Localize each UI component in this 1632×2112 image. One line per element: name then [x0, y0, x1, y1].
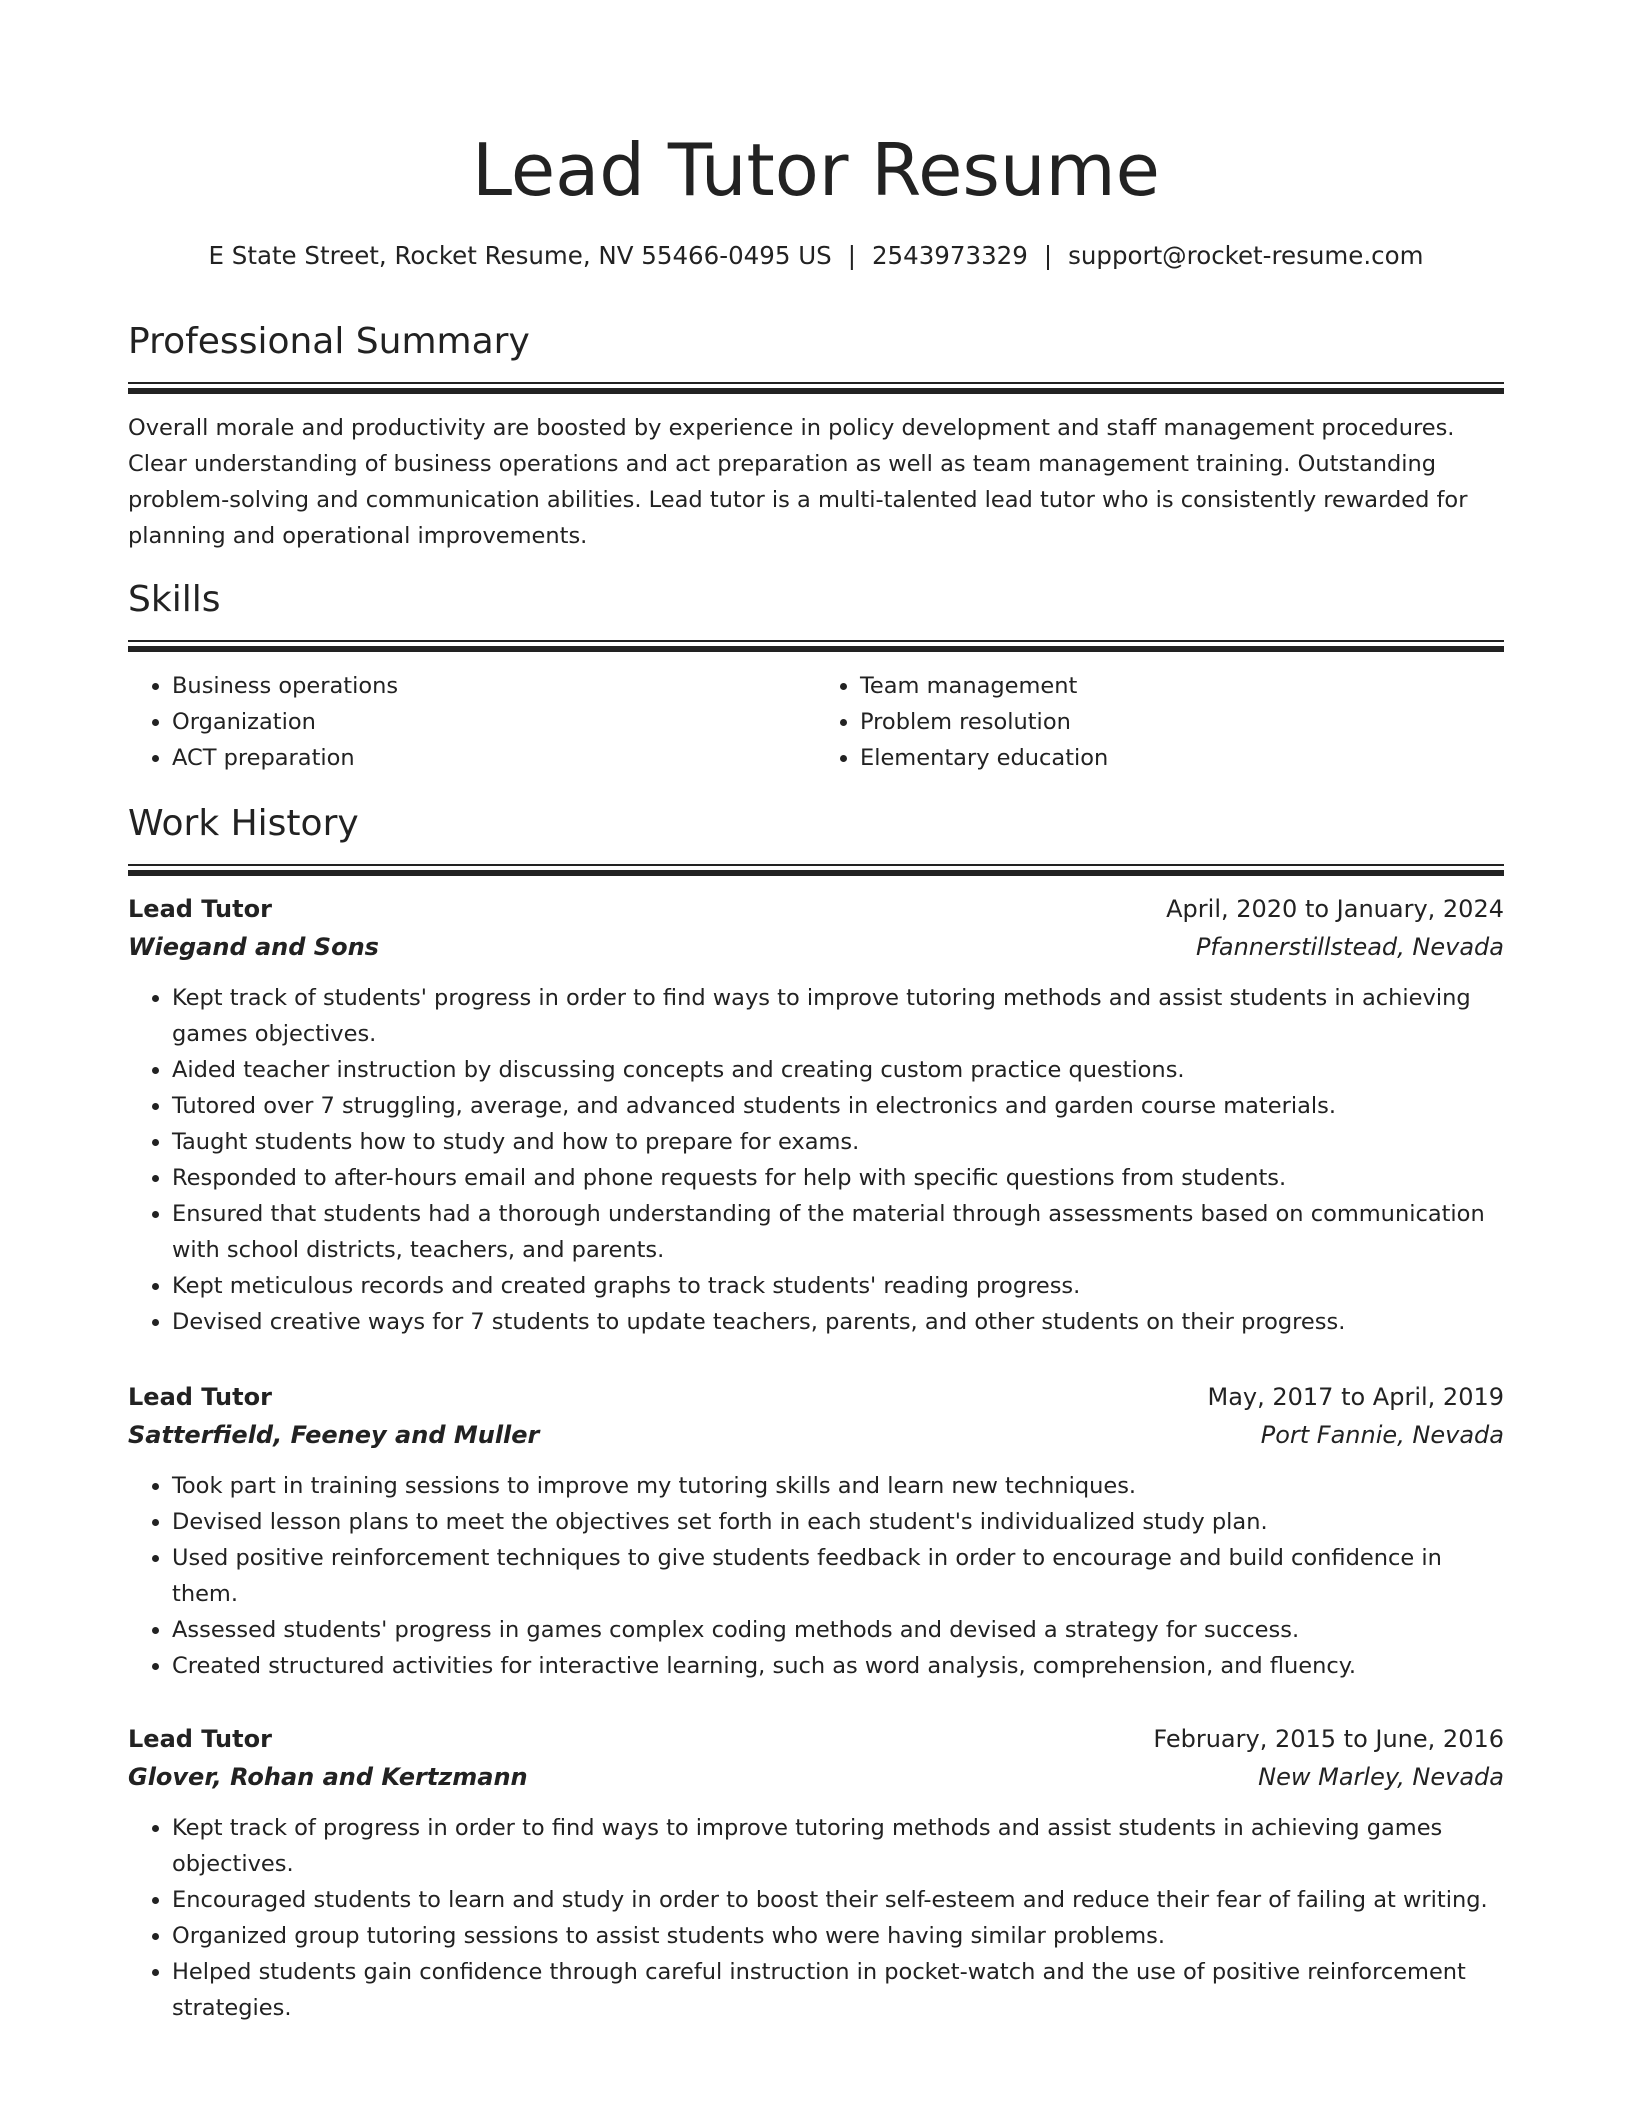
phone: 2543973329: [871, 241, 1028, 270]
company-name: Wiegand and Sons: [128, 933, 379, 961]
list-item: • Kept meticulous records and created graphs to track students' reading progress.: [172, 1268, 1504, 1304]
skill-item: • Business operations: [172, 668, 816, 704]
skill-item: • Organization: [172, 704, 816, 740]
job-location: Pfannerstillstead, Nevada: [1195, 933, 1504, 961]
list-item: • Devised creative ways for 7 students to update teachers, parents, and other students on their progress.: [172, 1304, 1504, 1340]
job-entry: [128, 1378, 1504, 1684]
job-bullets: [128, 980, 1504, 1340]
job-title: Lead Tutor: [128, 1383, 272, 1411]
section-title-skills: Skills: [128, 579, 221, 620]
divider: [128, 646, 1504, 652]
contact-line: [128, 238, 1504, 274]
job-entry: [128, 890, 1504, 1340]
list-item: • Responded to after-hours email and phone requests for help with specific questions from students.: [172, 1160, 1504, 1196]
company-name: Glover, Rohan and Kertzmann: [128, 1763, 528, 1791]
section-title-work-history: Work History: [128, 803, 359, 844]
company-name: Satterfield, Feeney and Muller: [128, 1421, 540, 1449]
list-item: • Aided teacher instruction by discussing concepts and creating custom practice questions.: [172, 1052, 1504, 1088]
divider: [128, 870, 1504, 876]
address: E State Street, Rocket Resume, NV 55466-0495 US: [208, 241, 832, 270]
summary-text: Overall morale and productivity are boosted by experience in policy development and staff management procedures. Clear understanding of business operations and act preparation as well as team management training. Outstanding problem-solving and communication abilities. Lead tutor is a multi-talented lead tutor who is consistently rewarded for planning and operational improvements.: [128, 415, 1468, 549]
work-history-section: [128, 800, 1504, 876]
separator: |: [1043, 241, 1053, 270]
divider: [128, 640, 1504, 642]
job-title: Lead Tutor: [128, 895, 272, 923]
skill-item: • Problem resolution: [860, 704, 1504, 740]
list-item: • Kept track of students' progress in order to find ways to improve tutoring methods and assist students in achieving games objectives.: [172, 980, 1504, 1052]
job-location: New Marley, Nevada: [1258, 1763, 1504, 1791]
list-item: • Took part in training sessions to improve my tutoring skills and learn new techniques.: [172, 1468, 1504, 1504]
resume-title: Lead Tutor Resume: [472, 128, 1160, 212]
job-title: Lead Tutor: [128, 1725, 272, 1753]
job-location: Port Fannie, Nevada: [1260, 1421, 1504, 1449]
summary-section: [128, 318, 1504, 554]
separator: |: [847, 241, 856, 270]
email: support@rocket-resume.com: [1068, 241, 1424, 270]
list-item: • Kept track of progress in order to find ways to improve tutoring methods and assist students in achieving games objectives.: [172, 1810, 1504, 1882]
job-dates: May, 2017 to April, 2019: [1207, 1383, 1504, 1411]
list-item: • Created structured activities for interactive learning, such as word analysis, comprehension, and fluency.: [172, 1648, 1504, 1684]
list-item: • Ensured that students had a thorough understanding of the material through assessments based on communication with school districts, teachers, and parents.: [172, 1196, 1504, 1268]
list-item: • Used positive reinforcement techniques to give students feedback in order to encourage and build confidence in them.: [172, 1540, 1504, 1612]
skills-section: [128, 576, 1504, 776]
divider: [128, 864, 1504, 866]
list-item: • Tutored over 7 struggling, average, and advanced students in electronics and garden course materials.: [172, 1088, 1504, 1124]
section-title-summary: Professional Summary: [128, 321, 530, 362]
divider: [128, 388, 1504, 394]
list-item: • Helped students gain confidence through careful instruction in pocket-watch and the use of positive reinforcement strategies.: [172, 1954, 1504, 2026]
skills-list: [128, 668, 1504, 776]
job-dates: April, 2020 to January, 2024: [1166, 895, 1504, 923]
list-item: • Encouraged students to learn and study in order to boost their self-esteem and reduce their fear of failing at writing.: [172, 1882, 1504, 1918]
job-bullets: [128, 1468, 1504, 1684]
skills-column-right: [816, 668, 1504, 776]
skills-column-left: [128, 668, 816, 776]
skill-item: • Elementary education: [860, 740, 1504, 776]
skill-item: • Team management: [860, 668, 1504, 704]
job-bullets: [128, 1810, 1504, 2026]
list-item: • Taught students how to study and how to prepare for exams.: [172, 1124, 1504, 1160]
list-item: • Assessed students' progress in games complex coding methods and devised a strategy for success.: [172, 1612, 1504, 1648]
list-item: • Devised lesson plans to meet the objectives set forth in each student's individualized study plan.: [172, 1504, 1504, 1540]
skill-item: • ACT preparation: [172, 740, 816, 776]
job-entry: [128, 1720, 1504, 2026]
list-item: • Organized group tutoring sessions to assist students who were having similar problems.: [172, 1918, 1504, 1954]
divider: [128, 382, 1504, 384]
job-dates: February, 2015 to June, 2016: [1153, 1725, 1504, 1753]
